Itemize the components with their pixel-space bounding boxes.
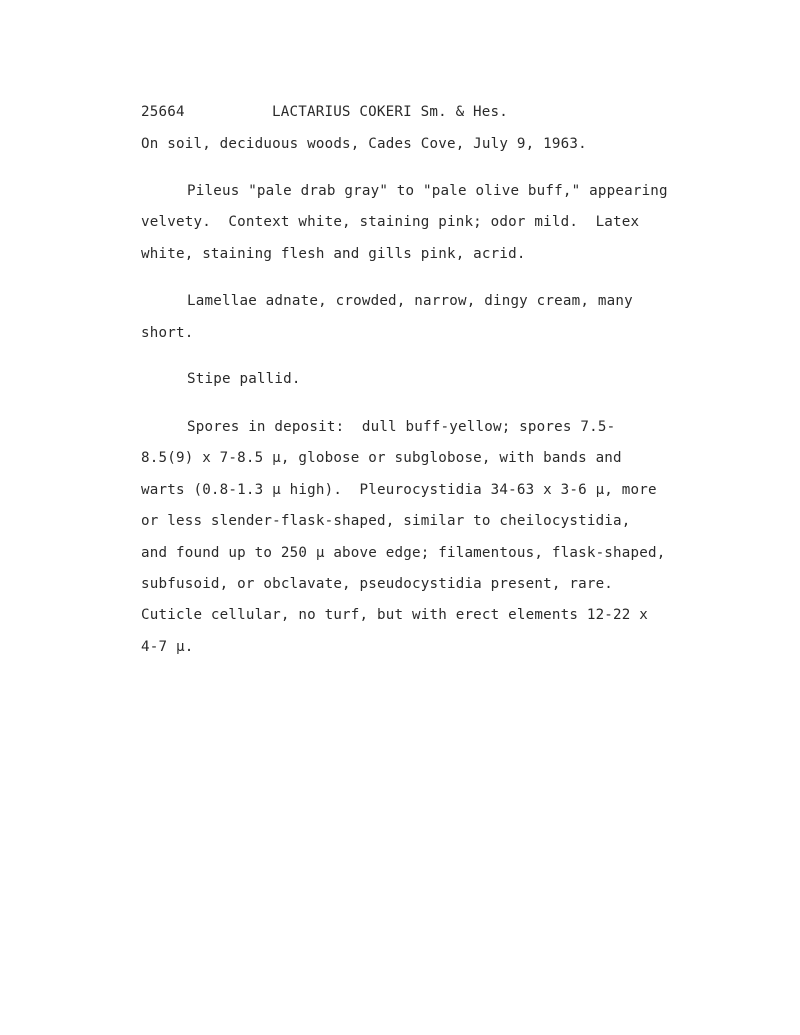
spores-line-4: or less slender-flask-shaped, similar to cheilocystidia,	[141, 513, 631, 529]
pileus-line-2: velvety. Context white, staining pink; odor mild. Latex	[141, 214, 640, 230]
spores-line-5: and found up to 250 µ above edge; filamentous, flask-shaped,	[141, 545, 666, 561]
spores-line-6: subfusoid, or obclavate, pseudocystidia present, rare.	[141, 576, 614, 592]
pileus-line-1: Pileus "pale drab gray" to "pale olive buff," appearing	[187, 183, 668, 199]
pileus-line-3: white, staining flesh and gills pink, acrid.	[141, 246, 526, 262]
species-name: LACTARIUS COKERI Sm. & Hes.	[272, 104, 509, 120]
lamellae-line-2: short.	[141, 325, 194, 341]
spores-line-8: 4-7 µ.	[141, 639, 194, 655]
spores-line-3: warts (0.8-1.3 µ high). Pleurocystidia 34-63 x 3-6 µ, more	[141, 482, 657, 498]
collection-number: 25664	[141, 104, 185, 120]
spores-line-2: 8.5(9) x 7-8.5 µ, globose or subglobose, with bands and	[141, 450, 622, 466]
locality-line: On soil, deciduous woods, Cades Cove, July 9, 1963.	[141, 136, 587, 152]
lamellae-line-1: Lamellae adnate, crowded, narrow, dingy cream, many	[187, 293, 633, 309]
spores-line-7: Cuticle cellular, no turf, but with erect elements 12-22 x	[141, 607, 649, 623]
stipe-line-1: Stipe pallid.	[187, 371, 301, 387]
spores-line-1: Spores in deposit: dull buff-yellow; spores 7.5-	[187, 419, 616, 435]
